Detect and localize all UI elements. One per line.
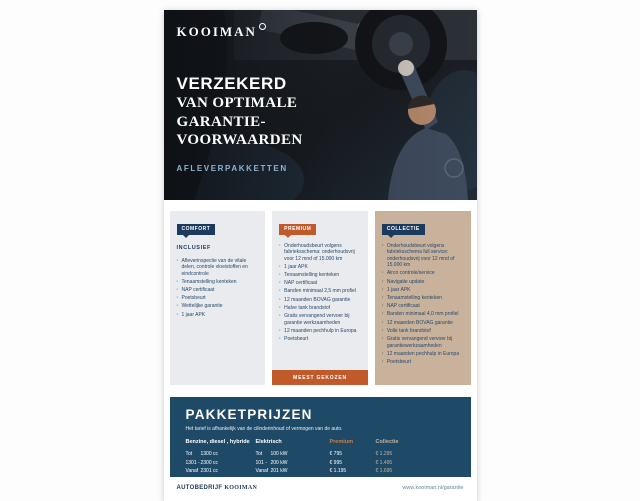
package-card-collectie <box>375 211 471 385</box>
meest-gekozen-button[interactable]: MEEST GEKOZEN <box>272 370 368 385</box>
package-list-item: · Navigatie update <box>382 279 464 286</box>
flyer-footer <box>170 485 471 491</box>
package-list-item: · Afleverinspectie van de vitale delen, controle vloeistoffen en eindcontrole <box>177 258 259 278</box>
collectie-price: € 1.495 <box>375 459 393 466</box>
hero-subheadline-line1: VAN OPTIMALE <box>176 95 298 111</box>
package-list-item: · 1 jaar APK <box>382 287 464 294</box>
package-list-item: · 12 maanden pechhulp in Europa <box>382 351 464 358</box>
col-header-collectie: Collectie <box>375 439 399 446</box>
collectie-price: € 1.295 <box>375 451 393 458</box>
logo-text: KOOIMAN <box>176 24 257 39</box>
package-list-item: · Wettelijke garantie <box>177 303 259 310</box>
package-list-item: · 12 maanden BOVAG garantie <box>279 297 361 304</box>
website-link[interactable]: www.kooiman.nl/garantie <box>402 485 464 492</box>
premium-price: € 795 <box>329 451 343 458</box>
comfort-item-list <box>177 258 259 319</box>
package-list-item: · 1 jaar APK <box>177 312 259 319</box>
pricing-row <box>186 451 455 457</box>
package-columns <box>164 211 477 385</box>
premium-item-list <box>279 243 361 343</box>
package-list-item: · Halve tank brandstof <box>279 305 361 312</box>
package-list-item: · Poetsbeurt <box>382 359 464 366</box>
fuel-range: Tot 1300 cc <box>185 451 219 458</box>
package-list-item: · Banden minimaal 2,5 mm profiel <box>279 288 361 295</box>
kooiman-logo <box>177 24 266 40</box>
company-name: AUTOBEDRIJF KOOIMAN <box>176 485 258 492</box>
col-header-premium: Premium <box>329 439 354 446</box>
electric-range: 101 - 200 kW <box>255 459 288 466</box>
pricing-row <box>186 460 455 466</box>
hero-subheadline-line3: VOORWAARDEN <box>176 132 303 148</box>
hero-text-block <box>164 10 477 200</box>
package-list-item: · 12 maanden pechhulp in Europa <box>279 328 361 335</box>
logo-ring-icon <box>259 23 266 30</box>
col-header-electric: Elektrisch <box>255 439 282 446</box>
premium-badge: PREMIUM <box>279 224 316 235</box>
package-list-item: · 12 maanden BOVAG garantie <box>382 320 464 327</box>
pricing-title: PAKKETPRIJZEN <box>185 407 313 423</box>
fuel-range: 1301 -2300 cc <box>185 459 219 466</box>
collectie-price: € 1.695 <box>375 468 393 475</box>
package-list-item: · Gratis vervangend vervoer bij garantiewerkzaamheden <box>382 336 464 349</box>
hero-subheadline <box>177 94 303 150</box>
pricing-table <box>186 439 455 474</box>
package-list-item: · NAP certificaat <box>177 287 259 294</box>
package-list-item: · Banden minimaal 4,0 mm profiel <box>382 311 464 318</box>
package-list-item: · Airco controle/service <box>382 270 464 277</box>
col-header-fuel: Benzine, diesel , hybride <box>185 439 250 446</box>
pricing-row <box>186 468 455 474</box>
premium-price: € 1.195 <box>329 468 347 475</box>
package-list-item: · Onderhoudsbeurt volgens fabrieksschema: onderhoudsvrij voor 12 mnd of 15.000 km <box>279 243 361 263</box>
collectie-badge: COLLECTIE <box>382 224 425 235</box>
pricing-table-header <box>186 439 455 445</box>
comfort-badge: COMFORT <box>177 224 216 235</box>
package-list-item: · Onderhoudsbeurt volgens fabrieksschema full service: onderhoudsvrij voor 12 mnd of 15.000 km <box>382 243 464 269</box>
package-list-item: · Poetsbeurt <box>177 295 259 302</box>
hero-headline: VERZEKERD <box>176 74 287 93</box>
package-list-item: · Poetsbeurt <box>279 336 361 343</box>
pricing-table-body <box>186 451 455 474</box>
flyer <box>164 10 477 501</box>
package-list-item: · Tenaamstelling kenteken <box>177 279 259 286</box>
inclusief-heading: INCLUSIEF <box>176 244 211 251</box>
fuel-range: Vanaf 2301 cc <box>185 468 219 475</box>
electric-range: Vanaf 201 kW <box>255 468 288 475</box>
package-card-premium <box>272 211 368 385</box>
package-list-item: · 1 jaar APK <box>279 264 361 271</box>
hero-tagline: AFLEVERPAKKETTEN <box>176 164 288 173</box>
electric-range: Tot 100 kW <box>255 451 288 458</box>
premium-price: € 995 <box>329 459 343 466</box>
pricing-subtitle: Het tarief is afhankelijk van de cilinderinhoud of vermogen van de auto. <box>185 426 343 433</box>
pricing-panel <box>170 397 471 477</box>
package-card-comfort <box>170 211 266 385</box>
hero-photo <box>164 10 477 200</box>
package-list-item: · Gratis vervangend vervoer bij garantie werkzaamheden <box>279 313 361 326</box>
package-list-item: · Tenaamstelling kenteken <box>382 295 464 302</box>
collectie-item-list <box>382 243 464 366</box>
package-list-item: · Volle tank brandstof <box>382 328 464 335</box>
package-list-item: · NAP certificaat <box>382 303 464 310</box>
package-list-item: · NAP certificaat <box>279 280 361 287</box>
package-list-item: · Tenaamstelling kenteken <box>279 272 361 279</box>
hero-subheadline-line2: GARANTIE- <box>176 113 266 130</box>
